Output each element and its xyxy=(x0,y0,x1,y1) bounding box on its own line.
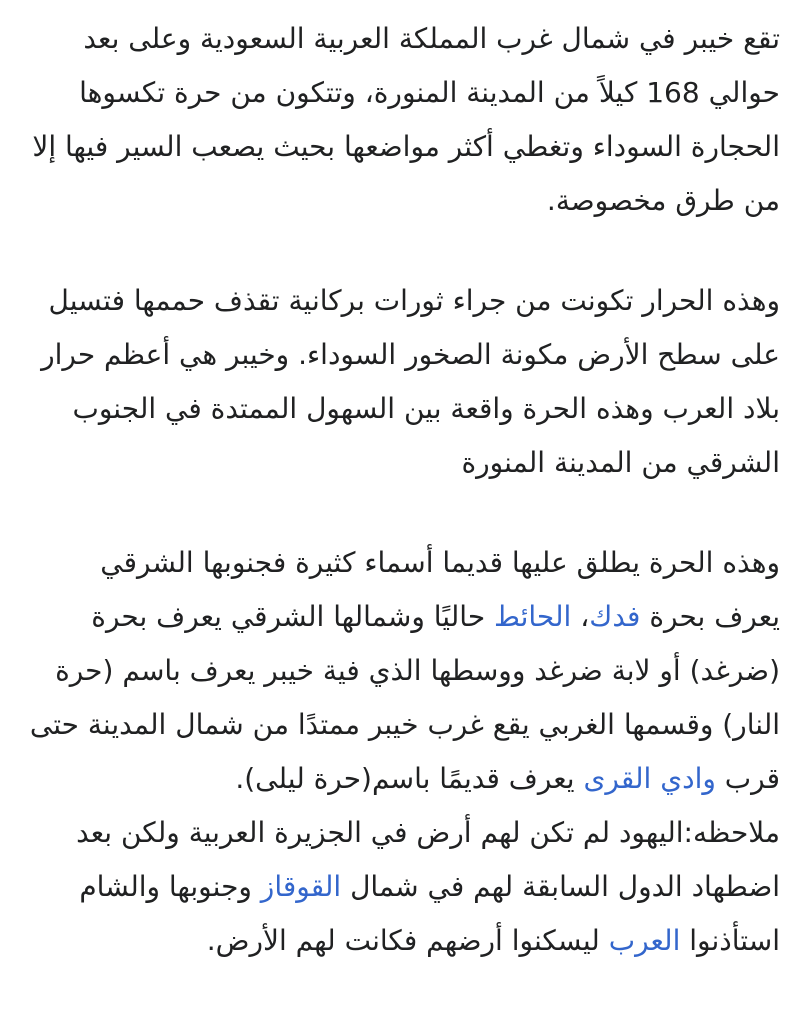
paragraph-names xyxy=(28,536,780,806)
paragraph-text: وهذه الحرار تكونت من جراء ثورات بركانية تقذف حممها فتسيل على سطح الأرض مكونة الصخور السوداء. وخيبر هي أعظم حرار بلاد العرب وهذه الحرة واقعة بين السهول الممتدة في الجنوب الشرقي من المدينة المنورة xyxy=(41,284,780,479)
paragraph-location xyxy=(28,12,780,228)
paragraph-text: وهذه الحرة يطلق عليها قديما أسماء كثيرة فجنوبها الشرقي يعرف بحرة xyxy=(100,546,780,633)
paragraph-volcanic xyxy=(28,274,780,490)
link-wadi-al-qura[interactable]: وادي القرى xyxy=(583,762,716,795)
paragraph-text: ، xyxy=(571,600,590,633)
paragraph-text: حاليًا وشمالها الشرقي يعرف بحرة (ضرغد) أو لابة ضرغد ووسطها الذي فية خيبر يعرف باسم (حرة النار) وقسمها الغربي يقع غرب خيبر ممتدًا من شمال المدينة حتى قرب xyxy=(29,600,780,795)
paragraph-text: وجنوبها والشام استأذنوا xyxy=(79,870,780,957)
paragraph-text: يعرف قديمًا باسم(حرة ليلى). xyxy=(235,762,584,795)
paragraph-note xyxy=(28,806,780,968)
link-arabs[interactable]: العرب xyxy=(608,924,681,957)
paragraph-text: ليسكنوا أرضهم فكانت لهم الأرض. xyxy=(206,924,609,957)
article-body xyxy=(28,12,780,968)
paragraph-text: تقع خيبر في شمال غرب المملكة العربية السعودية وعلى بعد حوالي 168 كيلاً من المدينة المنورة، وتتكون من حرة تكسوها الحجارة السوداء وتغطي أكثر مواضعها بحيث يصعب السير فيها إلا من طرق مخصوصة. xyxy=(32,22,780,217)
link-fadak[interactable]: فدك xyxy=(589,600,641,633)
link-caucasus[interactable]: القوقاز xyxy=(260,870,342,903)
paragraph-text: ملاحظه:اليهود لم تكن لهم أرض في الجزيرة العربية ولكن بعد اضطهاد الدول السابقة لهم في شمال xyxy=(76,816,780,903)
link-al-haet[interactable]: الحائط xyxy=(494,600,572,633)
